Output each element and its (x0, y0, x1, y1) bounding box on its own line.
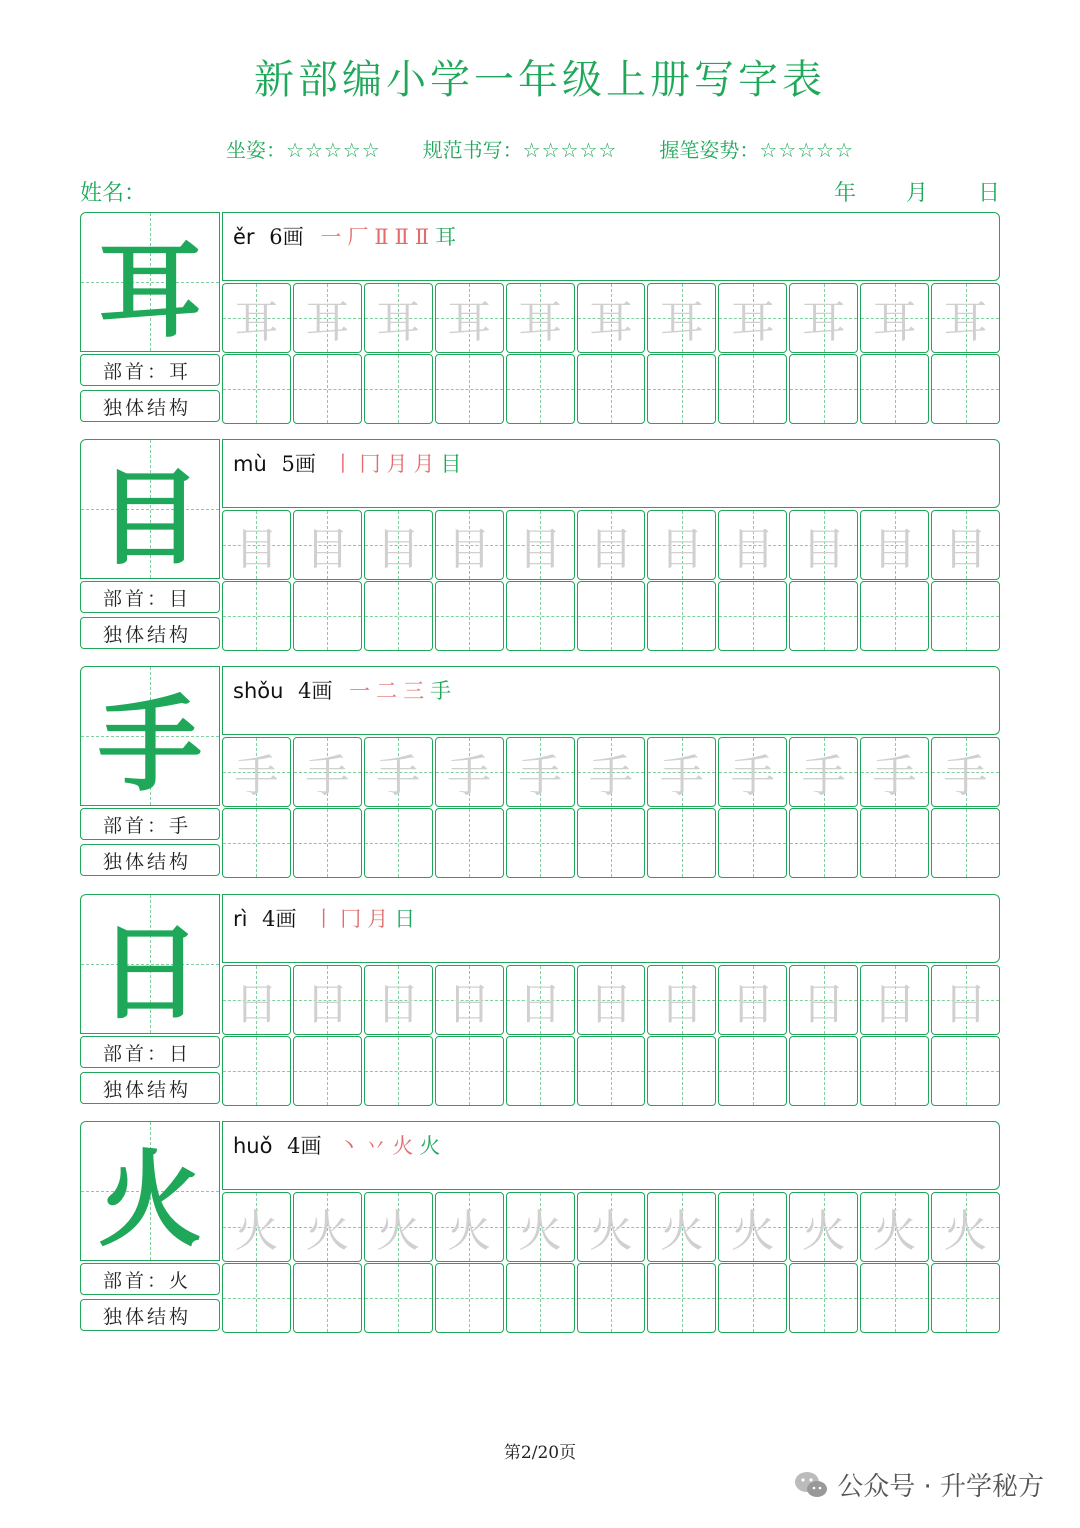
blank-cell[interactable] (435, 581, 504, 651)
stroke-step: 手 (430, 679, 458, 703)
stroke-count: 5画 (281, 452, 316, 476)
trace-char: 耳 (801, 297, 846, 348)
blank-cell[interactable] (577, 1036, 646, 1106)
radical-label: 部首：耳 (80, 354, 220, 386)
trace-cell[interactable] (718, 510, 787, 580)
structure-label: 独体结构 (80, 1072, 220, 1104)
model-char-box (80, 894, 220, 1034)
character-block (80, 439, 1000, 651)
model-char: 目 (97, 457, 202, 579)
blank-row (222, 581, 1000, 651)
watermark-text: 公众号 · 升学秘方 (837, 1472, 1044, 1502)
trace-char: 日 (588, 979, 633, 1030)
rating-sitting: 坐姿：☆☆☆☆☆ (226, 138, 381, 162)
trace-char: 日 (730, 979, 775, 1030)
blank-cell[interactable] (293, 581, 362, 651)
year-label: 年 (833, 181, 856, 206)
radical-label: 部首：手 (80, 808, 220, 840)
trace-cell[interactable] (222, 510, 291, 580)
trace-char: 手 (234, 751, 279, 802)
trace-char: 火 (801, 1206, 846, 1257)
blank-cell[interactable] (435, 1036, 504, 1106)
trace-char: 火 (305, 1206, 350, 1257)
pinyin: rì (233, 907, 248, 931)
model-char-box (80, 1121, 220, 1261)
trace-char: 目 (730, 524, 775, 575)
trace-char: 手 (801, 751, 846, 802)
trace-char: 日 (376, 979, 421, 1030)
trace-char: 手 (588, 751, 633, 802)
blank-cell[interactable] (222, 1036, 291, 1106)
trace-cell[interactable] (931, 510, 1000, 580)
trace-char: 火 (376, 1206, 421, 1257)
blank-cell[interactable] (364, 1036, 433, 1106)
trace-char: 火 (518, 1206, 563, 1257)
blank-cell[interactable] (577, 1263, 646, 1333)
blank-cell[interactable] (860, 808, 929, 878)
stroke-step: 一 (349, 679, 377, 703)
blank-cell[interactable] (647, 354, 716, 424)
stroke-step: Ⅱ (394, 225, 415, 249)
radical-label: 部首：火 (80, 1263, 220, 1295)
trace-cell[interactable] (293, 965, 362, 1035)
blank-cell[interactable] (647, 1263, 716, 1333)
trace-char: 火 (659, 1206, 704, 1257)
trace-cell[interactable] (364, 510, 433, 580)
trace-cell[interactable] (293, 510, 362, 580)
blank-cell[interactable] (860, 581, 929, 651)
trace-cell[interactable] (647, 510, 716, 580)
trace-cell[interactable] (647, 283, 716, 353)
trace-char: 火 (588, 1206, 633, 1257)
blank-cell[interactable] (364, 354, 433, 424)
blank-cell[interactable] (293, 1036, 362, 1106)
trace-cell[interactable] (789, 510, 858, 580)
model-char: 日 (97, 912, 202, 1034)
trace-char: 手 (872, 751, 917, 802)
blank-cell[interactable] (931, 1263, 1000, 1333)
pinyin-stroke-box (222, 212, 1000, 281)
trace-cell[interactable] (506, 965, 575, 1035)
trace-char: 火 (447, 1206, 492, 1257)
trace-cell[interactable] (647, 1192, 716, 1262)
trace-cell[interactable] (860, 283, 929, 353)
blank-cell[interactable] (293, 354, 362, 424)
blank-cell[interactable] (506, 1036, 575, 1106)
stroke-step: 月 (367, 907, 395, 931)
trace-cell[interactable] (364, 1192, 433, 1262)
trace-cell[interactable] (860, 510, 929, 580)
trace-cell[interactable] (506, 510, 575, 580)
pinyin: mù (233, 452, 267, 476)
blank-cell[interactable] (222, 808, 291, 878)
trace-char: 手 (305, 751, 350, 802)
blank-cell[interactable] (860, 1263, 929, 1333)
trace-cell[interactable] (435, 510, 504, 580)
name-date-row (80, 176, 1000, 208)
blank-cell[interactable] (435, 354, 504, 424)
stroke-step: 丶 (338, 1134, 366, 1158)
character-block (80, 666, 1000, 878)
model-char-box (80, 666, 220, 806)
blank-cell[interactable] (789, 1263, 858, 1333)
trace-cell[interactable] (789, 737, 858, 807)
trace-char: 手 (447, 751, 492, 802)
trace-row (222, 283, 1000, 353)
trace-cell[interactable] (789, 283, 858, 353)
model-char-box (80, 439, 220, 579)
trace-row (222, 737, 1000, 807)
trace-cell[interactable] (931, 1192, 1000, 1262)
blank-cell[interactable] (364, 808, 433, 878)
trace-char: 目 (872, 524, 917, 575)
trace-cell[interactable] (222, 283, 291, 353)
trace-row (222, 1192, 1000, 1262)
trace-char: 耳 (518, 297, 563, 348)
blank-row (222, 354, 1000, 424)
blank-row (222, 808, 1000, 878)
radical-label: 部首：日 (80, 1036, 220, 1068)
structure-label: 独体结构 (80, 390, 220, 422)
blank-cell[interactable] (577, 581, 646, 651)
stroke-step: 冂 (340, 907, 368, 931)
blank-cell[interactable] (435, 808, 504, 878)
trace-char: 火 (730, 1206, 775, 1257)
blank-cell[interactable] (506, 581, 575, 651)
trace-cell[interactable] (860, 965, 929, 1035)
blank-cell[interactable] (860, 354, 929, 424)
blank-cell[interactable] (931, 808, 1000, 878)
trace-cell[interactable] (860, 737, 929, 807)
trace-char: 目 (588, 524, 633, 575)
structure-label: 独体结构 (80, 1299, 220, 1331)
blank-cell[interactable] (364, 1263, 433, 1333)
trace-char: 手 (943, 751, 988, 802)
pinyin-stroke-box (222, 439, 1000, 508)
trace-cell[interactable] (718, 737, 787, 807)
name-label: 姓名： (80, 181, 147, 206)
trace-char: 耳 (588, 297, 633, 348)
stroke-step: 日 (394, 907, 422, 931)
pinyin: huǒ (233, 1134, 273, 1158)
trace-char: 目 (305, 524, 350, 575)
character-block (80, 1121, 1000, 1333)
blank-cell[interactable] (293, 1263, 362, 1333)
trace-cell[interactable] (931, 737, 1000, 807)
trace-cell[interactable] (293, 1192, 362, 1262)
stroke-order (313, 907, 421, 931)
model-char: 火 (97, 1139, 202, 1261)
stroke-step: 目 (440, 452, 468, 476)
trace-char: 日 (801, 979, 846, 1030)
blank-cell[interactable] (647, 581, 716, 651)
trace-cell[interactable] (364, 965, 433, 1035)
blank-cell[interactable] (718, 1036, 787, 1106)
blank-cell[interactable] (222, 354, 291, 424)
blank-cell[interactable] (931, 581, 1000, 651)
blank-cell[interactable] (789, 808, 858, 878)
trace-row (222, 510, 1000, 580)
blank-cell[interactable] (718, 808, 787, 878)
pinyin: shǒu (233, 679, 284, 703)
trace-cell[interactable] (931, 965, 1000, 1035)
trace-cell[interactable] (506, 283, 575, 353)
character-block (80, 212, 1000, 424)
blank-cell[interactable] (789, 354, 858, 424)
stroke-order (338, 1134, 446, 1158)
trace-char: 火 (872, 1206, 917, 1257)
trace-cell[interactable] (293, 737, 362, 807)
stroke-step: 火 (419, 1134, 447, 1158)
model-char: 手 (97, 684, 202, 806)
structure-label: 独体结构 (80, 617, 220, 649)
stroke-step: 二 (376, 679, 404, 703)
trace-cell[interactable] (718, 1192, 787, 1262)
page-number: 第2/20页 (503, 1443, 577, 1463)
trace-char: 日 (447, 979, 492, 1030)
trace-cell[interactable] (577, 737, 646, 807)
structure-label: 独体结构 (80, 844, 220, 876)
watermark (793, 1466, 1044, 1503)
blank-cell[interactable] (293, 808, 362, 878)
trace-char: 日 (305, 979, 350, 1030)
blank-cell[interactable] (435, 1263, 504, 1333)
page-title: 新部编小学一年级上册写字表 (254, 57, 826, 103)
trace-cell[interactable] (789, 1192, 858, 1262)
blank-row (222, 1263, 1000, 1333)
character-block (80, 894, 1000, 1106)
trace-cell[interactable] (577, 283, 646, 353)
trace-char: 日 (659, 979, 704, 1030)
stroke-step: 丨 (313, 907, 341, 931)
blank-cell[interactable] (506, 1263, 575, 1333)
stroke-step: 冂 (359, 452, 387, 476)
stroke-step: Ⅱ (414, 225, 436, 249)
stroke-step: 月 (386, 452, 414, 476)
blank-cell[interactable] (577, 808, 646, 878)
pinyin-stroke-box (222, 666, 1000, 735)
trace-row (222, 965, 1000, 1035)
trace-cell[interactable] (789, 965, 858, 1035)
blank-cell[interactable] (931, 1036, 1000, 1106)
trace-cell[interactable] (506, 737, 575, 807)
trace-char: 手 (518, 751, 563, 802)
trace-char: 耳 (376, 297, 421, 348)
trace-char: 耳 (730, 297, 775, 348)
blank-cell[interactable] (718, 581, 787, 651)
blank-cell[interactable] (931, 354, 1000, 424)
stroke-step: 火 (392, 1134, 420, 1158)
trace-char: 耳 (234, 297, 279, 348)
stroke-step: 丨 (332, 452, 360, 476)
trace-char: 手 (730, 751, 775, 802)
stroke-step: 丷 (365, 1134, 393, 1158)
stroke-step: 一 (320, 225, 348, 249)
stroke-step: 耳 (435, 225, 463, 249)
trace-cell[interactable] (931, 283, 1000, 353)
blank-row (222, 1036, 1000, 1106)
radical-label: 部首：目 (80, 581, 220, 613)
trace-cell[interactable] (222, 965, 291, 1035)
trace-cell[interactable] (222, 1192, 291, 1262)
blank-cell[interactable] (506, 354, 575, 424)
trace-cell[interactable] (222, 737, 291, 807)
trace-char: 目 (801, 524, 846, 575)
stroke-step: 三 (403, 679, 431, 703)
trace-cell[interactable] (718, 965, 787, 1035)
trace-char: 目 (376, 524, 421, 575)
blank-cell[interactable] (718, 354, 787, 424)
trace-char: 目 (447, 524, 492, 575)
date-fields (834, 176, 1000, 207)
trace-cell[interactable] (435, 737, 504, 807)
trace-char: 火 (943, 1206, 988, 1257)
trace-char: 目 (943, 524, 988, 575)
wechat-icon (793, 1469, 829, 1501)
blank-cell[interactable] (222, 1263, 291, 1333)
stroke-step: 厂 (347, 225, 375, 249)
trace-char: 耳 (305, 297, 350, 348)
trace-cell[interactable] (364, 737, 433, 807)
trace-char: 目 (234, 524, 279, 575)
trace-char: 耳 (872, 297, 917, 348)
stroke-step: Ⅱ (374, 225, 395, 249)
stroke-order (320, 225, 462, 249)
stroke-step: 月 (413, 452, 441, 476)
month-label: 月 (905, 181, 928, 206)
rating-writing: 规范书写：☆☆☆☆☆ (422, 138, 618, 162)
blank-cell[interactable] (506, 808, 575, 878)
blank-cell[interactable] (789, 581, 858, 651)
blank-cell[interactable] (364, 581, 433, 651)
trace-char: 日 (234, 979, 279, 1030)
stroke-count: 4画 (287, 1134, 322, 1158)
trace-char: 日 (872, 979, 917, 1030)
trace-cell[interactable] (577, 965, 646, 1035)
trace-cell[interactable] (435, 965, 504, 1035)
trace-char: 火 (234, 1206, 279, 1257)
trace-cell[interactable] (647, 737, 716, 807)
trace-char: 耳 (659, 297, 704, 348)
trace-char: 日 (518, 979, 563, 1030)
rating-row (0, 134, 1080, 163)
trace-cell[interactable] (647, 965, 716, 1035)
trace-cell[interactable] (435, 1192, 504, 1262)
blank-cell[interactable] (222, 581, 291, 651)
trace-cell[interactable] (364, 283, 433, 353)
trace-cell[interactable] (718, 283, 787, 353)
blank-cell[interactable] (647, 808, 716, 878)
blank-cell[interactable] (577, 354, 646, 424)
rating-pen-grip: 握笔姿势：☆☆☆☆☆ (659, 138, 854, 162)
trace-char: 手 (376, 751, 421, 802)
trace-char: 耳 (943, 297, 988, 348)
trace-cell[interactable] (435, 283, 504, 353)
trace-char: 目 (518, 524, 563, 575)
blank-cell[interactable] (860, 1036, 929, 1106)
trace-char: 耳 (447, 297, 492, 348)
stroke-count: 4画 (262, 907, 297, 931)
day-label: 日 (977, 181, 1000, 206)
stroke-count: 4画 (298, 679, 333, 703)
trace-char: 手 (659, 751, 704, 802)
blank-cell[interactable] (647, 1036, 716, 1106)
stroke-order (333, 452, 468, 476)
pinyin: ěr (233, 225, 255, 249)
trace-cell[interactable] (860, 1192, 929, 1262)
trace-cell[interactable] (293, 283, 362, 353)
stroke-order (349, 679, 457, 703)
blank-cell[interactable] (789, 1036, 858, 1106)
pinyin-stroke-box (222, 894, 1000, 963)
model-char-box (80, 212, 220, 352)
model-char: 耳 (97, 230, 202, 352)
stroke-count: 6画 (269, 225, 304, 249)
pinyin-stroke-box (222, 1121, 1000, 1190)
trace-cell[interactable] (506, 1192, 575, 1262)
trace-cell[interactable] (577, 510, 646, 580)
trace-char: 目 (659, 524, 704, 575)
trace-cell[interactable] (577, 1192, 646, 1262)
trace-char: 日 (943, 979, 988, 1030)
blank-cell[interactable] (718, 1263, 787, 1333)
